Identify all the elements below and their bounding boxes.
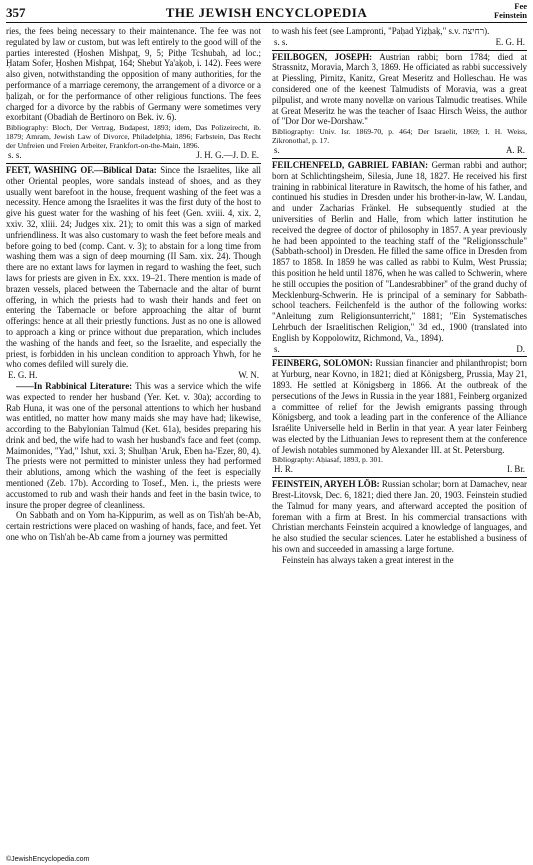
feinstein-continuation: Feinstein has always taken a great interest in the <box>282 554 454 565</box>
signature-authors: J. H. G.—J. D. E. <box>196 150 259 161</box>
signature-class: E. G. H. <box>8 370 38 381</box>
feet-biblical-signature <box>6 370 261 381</box>
article-divider <box>272 477 527 478</box>
article-headword: FEET, WASHING OF.—Biblical Data: <box>6 164 157 175</box>
feinberg-article: FEINBERG, SOLOMON: Russian financier and philanthropist; born at Yurburg, near Kovno, in 1821; died at Königsberg, Prussia, May 21, 1893. He settled at Königsberg in 1866. At the outbreak of the persecutions of the Jews in Russia in the year 1881, Feinberg organized a committee of relief for the Jewish emigrants passing through Königsberg, and took a leading part in the conference of the Alliance Israélite Universelle held in Berlin in that year. A year later Feinberg was elected by the Lithuanian Jews to represent them at the conference of Jewish notables summoned by Alexander III. at St. Petersburg. <box>272 358 527 455</box>
article-divider <box>272 356 527 357</box>
feilbogen-bibliography: Bibliography: Univ. Isr. 1869-70, p. 464; Der Israelit, 1869; I. H. Weiss, Zikronotha!, p. 17. <box>272 127 527 146</box>
signature-class: s. <box>274 343 280 354</box>
feinstein-article: FEINSTEIN, ARYEH LÖB: Russian scholar; born at Damachev, near Brest-Litovsk, Dec. 6, 1821; died there Jan. 20, 1903. Feinstein studied the Talmud for many years, and afterward accepted the position of foreman with a firm at Brest. In his commercial transactions with Christian merchants Feinstein acquired a knowledge of languages, and he also studied the secular sciences. Later he established a business of his own and succeeded in amassing a large fortune. <box>272 479 527 555</box>
signature-class: s. s. <box>8 150 22 161</box>
guide-words <box>494 2 527 20</box>
article-divider <box>272 50 527 51</box>
page-number: 357 <box>6 5 26 20</box>
feet-article-continuation: to wash his feet (see Lampronti, "Paḥad Yiẓḥaḳ," s.v. רחיצה). <box>272 26 490 36</box>
feet-washing-biblical: FEET, WASHING OF.—Biblical Data: Since the Israelites, like all other Oriental peoples, wore sandals instead of shoes, and as they usually went barefoot in the house, frequent washing of the feet was a necessity. Hence among the Israelites it was the first duty of the host to give his guest water for the washing of his feet (Gen. xviii. 4, xix. 2, xxiv. 32, xliii. 24; Judges xix. 21); to omit this was a sign of marked unfriendliness. It was also customary to wash the feet before meals and before going to bed (comp. Cant. v. 3); to abstain for a long time from washing them was a sign of deep mourning (II Sam. xix. 24). Though there are no extant laws for laymen in regard to washing the feet, such laws for priests are given in Ex. xxx. 19–21. There mention is made of brazen vessels, placed between the Tabernacle and the altar of burnt offering, in which the priests had to wash their hands and feet on entering the Tabernacle or before approaching the altar of burnt offerings: hence at all their priestly functions. Just as no one is allowed to approach a king or prince without due preparation, which includes the washing of the hands and feet, so the Israelite, and especially the priest, is forbidden in his unclean condition to approach Yhwh, for he who comes defiled will surely die. <box>6 164 261 370</box>
signature-class: s. <box>274 145 280 156</box>
article-headword: ——In Rabbinical Literature: <box>16 380 133 391</box>
feinberg-bibliography: Bibliography: Aḥiasaf, 1893, p. 301. <box>272 455 383 465</box>
article-headword: FEILCHENFELD, GABRIEL FABIAN: <box>272 159 429 170</box>
site-link[interactable]: ©JewishEncyclopedia.com <box>6 856 90 863</box>
guide-word-first: Fee <box>514 1 527 11</box>
signature-authors: D. <box>516 343 525 354</box>
fee-article-continuation: ries, the fees being necessary to their maintenance. The fee was not regulated by law or custom, but was left entirely to the good will of the parties interested (Ḥoshen Mishpaṭ, 9, 5; Pitḥe Tcshubah, ad loc.; Ḥatam Sofer, Ḥoshen Mishpaṭ, 164; Shebut Ya'aḳob, i. 142). Fees were also given, notwithstanding the opposition of many authorities, for the performance of a marriage ceremony, the arrangement of a divorce or a ḥaliẓah, or for the performance of other religious functions. The fees charged for a divorce by the rabbis of Germany were sometimes very exorbitant (Obadiah de Bertinoro on Bek. iv. 6). <box>6 26 261 123</box>
right-column <box>272 26 527 566</box>
signature-authors: E. G. H. <box>495 36 525 47</box>
fee-bibliography: Bibliography: Bloch, Der Vertrag, Budapest, 1893; idem, Das Polizeirecht, ib. 1879; Amram, Jewish Law of Divorce, Philadelphia, 1896; Farbstein, Das Recht der Unfreien und Freien Arbeiter, Frankfort-on-the-Main, 1896. <box>6 123 261 151</box>
page-header <box>6 2 527 23</box>
guide-word-last: Feinstein <box>493 10 527 20</box>
feet-washing-rabbinical: ——In Rabbinical Literature: This was a service which the wife was expected to render her husband (Yer. Ket. v. 30a); according to Rab Huna, it was one of the personal attentions to which her husband was entitled, no matter how many maids she may have had; likewise, according to the Babylonian Talmud (Ket. 61a), besides preparing his drink and bed, the wife had to wash her husband's face and feet (comp. Maimonides, "Yad," Ishut, xxi. 3; Shulḥan 'Aruk, Eben ha-'Ezer, 80, 4). The priests were not permitted to minister unless they had performed their ablutions, among which the washing of the feet is especially mentioned (Zeb. 17b). According to Tosef., Men. i., the priests were accustomed to rub and wash their hands and feet in the basin twice, to insure the proper degree of cleanliness. <box>6 380 261 510</box>
article-divider <box>272 158 527 159</box>
signature-class: s. s. <box>274 36 288 47</box>
running-title: THE JEWISH ENCYCLOPEDIA <box>165 5 368 20</box>
site-watermark[interactable] <box>6 856 89 863</box>
article-headword: FEILBOGEN, JOSEPH: <box>272 51 373 62</box>
feet-rabbinical-signature <box>272 37 527 48</box>
feinberg-signature <box>272 464 527 475</box>
fee-signature <box>6 150 261 161</box>
signature-authors: W. N. <box>238 370 259 381</box>
signature-class: H. R. <box>274 464 293 475</box>
feet-washing-sabbath: On Sabbath and on Yom ha-Kippurim, as well as on Tish'ah be-Ab, certain restrictions were placed on washing of hands, face, and feet. Yet one who on Tish'ah be-Ab came from a journey was permitted <box>6 510 261 543</box>
signature-authors: A. R. <box>506 145 525 156</box>
feilchenfeld-article: FEILCHENFELD, GABRIEL FABIAN: German rabbi and author; born at Schlichtingsheim, Silesia, June 18, 1827. He received his first training in rabbinical literature in Rawitsch, the home of his father, and continued his studies in Dresden under his brother-in-law, W. Landau, and under Zacharias Fränkel. He subsequently studied at the universities of Berlin and Halle, from which latter institution he received the degree of doctor of philosophy in 1857. A year previously he had been appointed to the teaching staff of the "Religionsschule" (Sabbath-school) in Dresden. He filled the same office in Dresden from 1857 to 1858. In 1859 he was called as rabbi to Kulm, West Prussia; this position he held until 1876, when he was called to Schwerin, where he still occupies the position of "Landesrabbiner" of the grand duchy of Mecklenburg-Schwerin. He is principal of a seminary for Sabbath-school teachers. Feilchenfeld is the author of the following works: "Anleitung zum Religionsunterricht," 1881; "Ein Systematisches Lehrbuch der Israelitischen Religion," 3d ed., 1900 (translated into English by Koppolowitz, Richmond, Va., 1894). <box>272 159 527 343</box>
article-headword: FEINSTEIN, ARYEH LÖB: <box>272 479 380 490</box>
left-column <box>6 26 261 543</box>
article-headword: FEINBERG, SOLOMON: <box>272 358 373 369</box>
feilbogen-article: FEILBOGEN, JOSEPH: Austrian rabbi; born 1784; died at Strassnitz, Moravia, March 3, 1869. He officiated as rabbi successively at Piessling, Pirnitz, Kanitz, Great Meseritz and Holleschau. He was considered one of the keenest Talmudists of Moravia, was a great pilpulist, and wrote many novellæ on various Talmudic treatises. While at Great Meseritz he was the teacher of Isaac Hirsch Weiss, the author of "Dor Dor we-Dorshaw." <box>272 51 527 127</box>
signature-authors: I. Br. <box>507 464 525 475</box>
feilbogen-signature <box>272 145 527 156</box>
feilchenfeld-signature <box>272 344 527 355</box>
article-divider <box>6 163 261 164</box>
